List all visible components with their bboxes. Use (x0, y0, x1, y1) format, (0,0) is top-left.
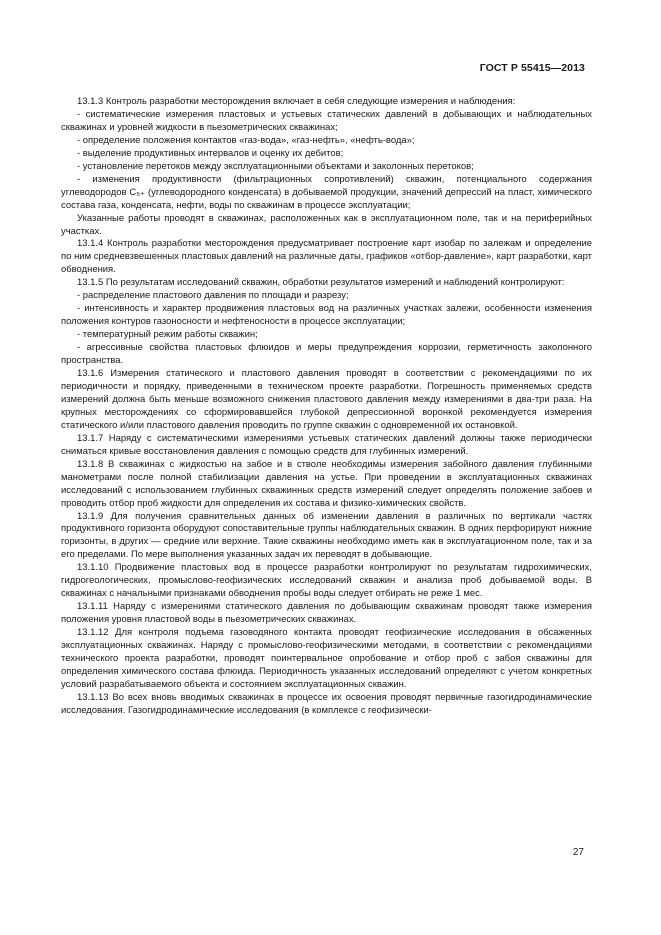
list-item: - изменения продуктивности (фильтрационных сопротивлений) скважин, потенциального содержания углеводородов C₅₊ (углеводородного конденсата) в добываемой продукции, значений депрессий на пласт, химического состава газа, конденсата, нефти, воды по скважинам в процессе эксплуатации; (61, 173, 592, 211)
list-item: - температурный режим работы скважин; (77, 329, 258, 341)
paragraph-13-1-8: 13.1.8 В скважинах с жидкостью на забое и в стволе необходимы измерения забойного давления глубинными манометрами после полной стабилизации давления на устье. При проведении в эксплуатационных скважинах исследований с использованием глубинных скважинных средств измерений следует определять положение забоев и проводить отбор проб жидкости для определения их состава и физико-химических свойств. (61, 458, 592, 509)
paragraph-13-1-4: 13.1.4 Контроль разработки месторождения предусматривает построение карт изобар по залежам и определение по ним средневзвешенных пластовых давлений на различные даты, графиков «отбор-давление», карт разработки, карт обводнения. (61, 238, 592, 276)
paragraph-13-1-5: 13.1.5 По результатам исследований скважин, обработки результатов измерений и наблюдений контролируют: (77, 277, 565, 289)
list-item: - интенсивность и характер продвижения пластовых вод на различных участках залежи, особенности изменения положения контуров газоносности и нефтеносности в процессе эксплуатации; (61, 303, 592, 328)
paragraph-13-1-10: 13.1.10 Продвижение пластовых вод в процессе разработки контролируют по результатам гидрохимических, гидрогеологических, промыслово-геофизических исследований скважин и анализа проб добываемой воды. В скважинах с начальными признаками обводнения пробы воды следует отбирать не реже 1 мес. (61, 562, 592, 600)
list-item: - определение положения контактов «газ-вода», «газ-нефть», «нефть-вода»; (77, 134, 415, 146)
paragraph: Указанные работы проводят в скважинах, расположенных как в эксплуатационном поле, так и на периферийных участках. (61, 212, 592, 237)
page-number: 27 (572, 847, 584, 858)
paragraph-13-1-9: 13.1.9 Для получения сравнительных данных об изменении давления в различных по вертикали частях продуктивного горизонта оборудуют сопоставительные группы наблюдательных скважин. В одних перфорируют нижние горизонты, в других — средние или верхние. Такие скважины необходимо иметь как в эксплуатационном поле, так и за его пределами. По мере выполнения указанных задач их переводят в добывающие. (61, 510, 592, 561)
document-standard-id: ГОСТ Р 55415—2013 (479, 62, 585, 74)
paragraph-13-1-12: 13.1.12 Для контроля подъема газоводяного контакта проводят геофизические исследования в обсаженных эксплуатационных скважинах. Наряду с промыслово-геофизическими методами, в соответствии с рекомендациями технического проекта разработки, проводят поинтервальное опробование и отбор проб с забоя скважины для определения химического состава флюида. Периодичность указанных исследований определяют с учетом конкретных условий разрабатываемого объекта и состоянием эксплуатационных скважин. (61, 627, 592, 690)
list-item: - распределение пластового давления по площади и разрезу; (77, 290, 349, 302)
list-item: - систематические измерения пластовых и устьевых статических давлений в добывающих и наблюдательных скважинах и уровней жидкости в пьезометрических скважинах; (61, 108, 592, 133)
paragraph-13-1-7: 13.1.7 Наряду с систематическими измерениями устьевых статических давлений должны также периодически сниматься кривые восстановления давления с помощью средств для глубинных измерений. (61, 432, 592, 457)
list-item: - выделение продуктивных интервалов и оценку их дебитов; (77, 147, 344, 159)
paragraph-13-1-11: 13.1.11 Наряду с измерениями статического давления по добывающим скважинам проводят также измерения положения уровня пластовой воды в пьезометрических скважинах. (61, 601, 592, 626)
paragraph-13-1-13: 13.1.13 Во всех вновь вводимых скважинах в процессе их освоения проводят первичные газогидродинамические исследования. Газогидродинамические исследования (в комплексе с геофизически- (61, 691, 592, 716)
paragraph-13-1-6: 13.1.6 Измерения статического и пластового давления проводят в соответствии с рекомендациями по их периодичности и порядку, приведенными в техническом проекте разработки. Погрешность применяемых средств измерений должна быть меньше возможного снижения пластового давления между измерениями в два-три раза. На крупных месторождениях со сформировавшейся глубокой депрессионной воронкой рекомендуется измерения статического и/или пластового давления проводить по группе скважин с одновременной их остановкой. (61, 368, 592, 431)
list-item: - агрессивные свойства пластовых флюидов и меры предупреждения коррозии, герметичность заколонного пространства. (61, 342, 592, 367)
document-body (61, 96, 592, 718)
paragraph-13-1-3: 13.1.3 Контроль разработки месторождения включает в себя следующие измерения и наблюдения: (77, 96, 516, 107)
list-item: - установление перетоков между эксплуатационными объектами и заколонных перетоков; (77, 160, 474, 172)
